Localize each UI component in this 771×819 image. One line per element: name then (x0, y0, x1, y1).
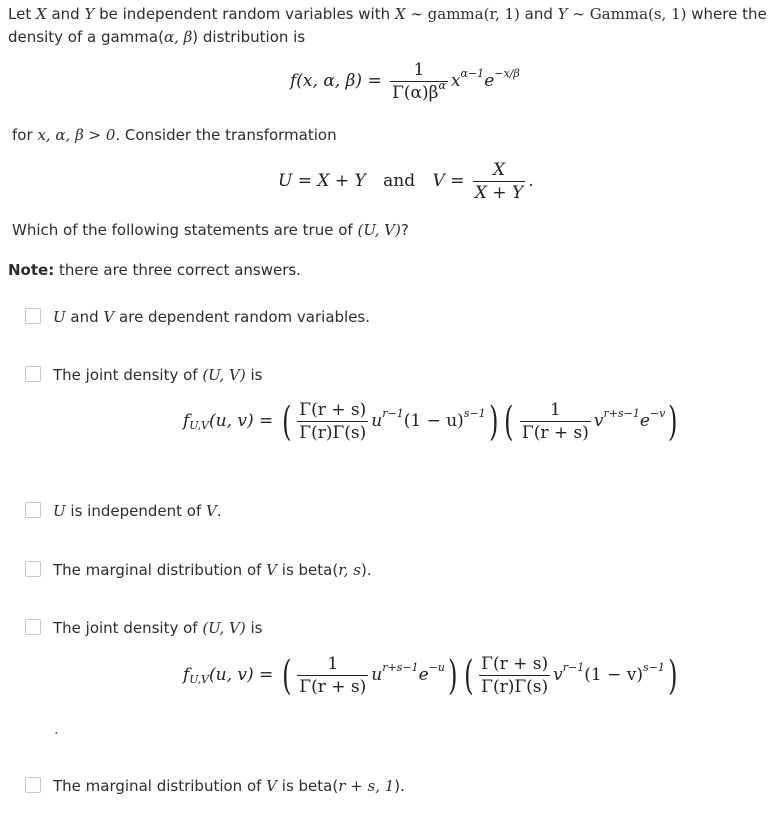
note-text: Note: there are three correct answers. (8, 261, 301, 279)
option-4-label[interactable]: The marginal distribution of V is beta(r, s). (53, 561, 372, 579)
intro-line-1: Let X and Y be independent random variables with X ∼ gamma(r, 1) and Y ∼ Gamma(s, 1) where the (8, 5, 767, 23)
option-6-checkbox[interactable] (25, 777, 41, 793)
option-5-label[interactable]: The joint density of (U, V) is (53, 619, 263, 637)
option-6-label[interactable]: The marginal distribution of V is beta(r + s, 1). (53, 777, 405, 795)
option-3-label[interactable]: U is independent of V. (53, 502, 222, 520)
option-3-checkbox[interactable] (25, 502, 41, 518)
option-2-label[interactable]: The joint density of (U, V) is (53, 366, 263, 384)
question-text: Which of the following statements are true of (U, V)? (12, 221, 409, 239)
gamma-density-formula: f(x, α, β) = $\frac{1}{\Gamma(\alpha)\beta^\alpha}$ $x^{\alpha-1}e^{-x/\beta}$ (290, 60, 520, 103)
for-condition-line: for x, α, β > 0. Consider the transformation (12, 126, 337, 144)
option-1-label[interactable]: U and V are dependent random variables. (53, 308, 371, 326)
stray-dot: . (54, 720, 59, 738)
joint-density-formula-1: $f_{U,V}(u$, v) = ( $\frac{\Gamma(r + s)}{\Gamma(r)\Gamma(s)}$ $u^{r-1}(1 - u)^{s-1}$) ( $\frac{1}{\Gamma(r + s)}$ $v^{r+s-1}e^{-v}$) (183, 398, 678, 445)
option-4-checkbox[interactable] (25, 561, 41, 577)
intro-line-2: density of a gamma(α, β) distribution is (8, 28, 306, 46)
option-1-checkbox[interactable] (25, 308, 41, 324)
option-5-checkbox[interactable] (25, 619, 41, 635)
transformation-formula: U = X + Y and V = $\frac{X}{X + Y}$ . (278, 160, 534, 203)
joint-density-formula-2: $f_{U,V}(u$, v) = ( $\frac{1}{\Gamma(r + s)}$ $u^{r+s-1}e^{-u}$) ( $\frac{\Gamma(r + s)}{\Gamma(r)\Gamma(s)}$ $v^{r-1}(1 - v)^{s-1}$) (183, 652, 678, 699)
option-2-checkbox[interactable] (25, 366, 41, 382)
